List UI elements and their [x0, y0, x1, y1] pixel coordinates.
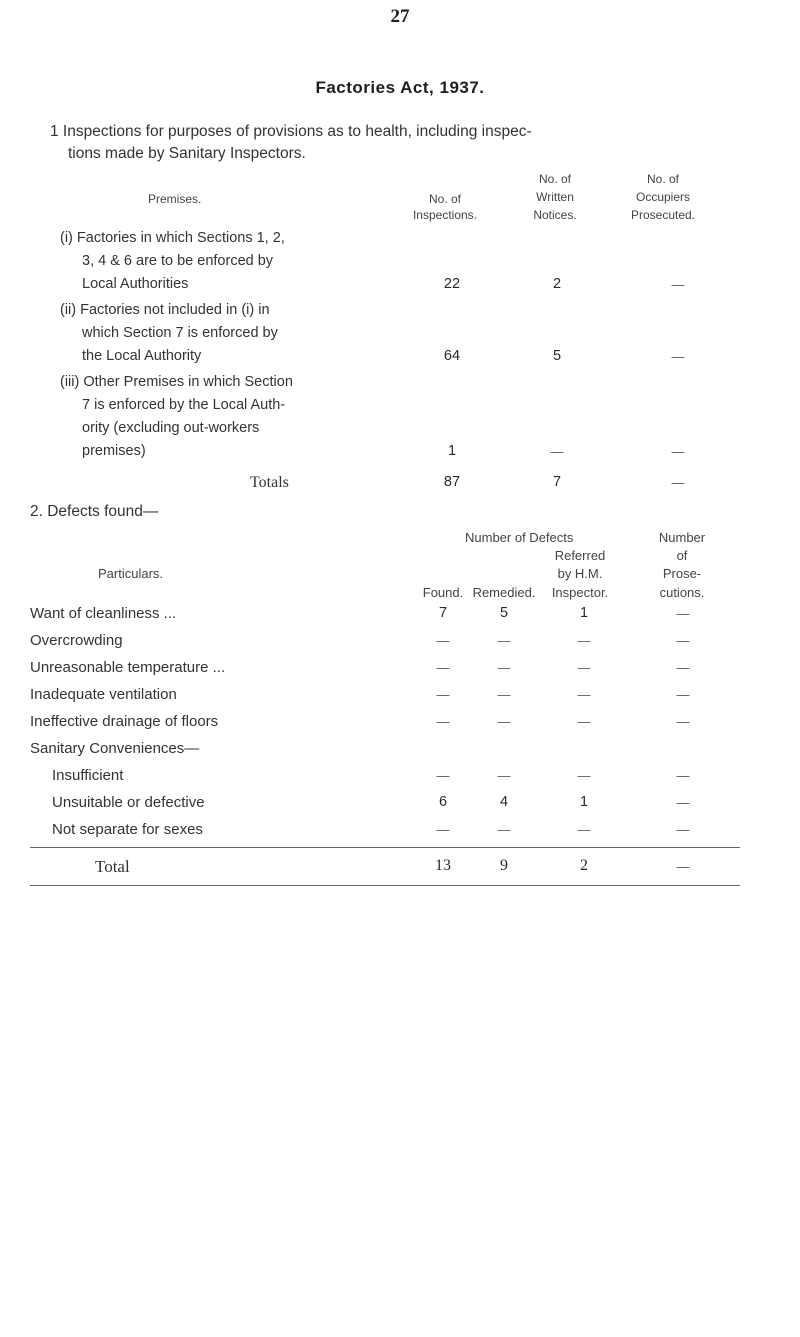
total-top-rule: [30, 847, 740, 848]
header-notices-3: Notices.: [533, 208, 577, 222]
header-referred-2: by H.M.: [557, 566, 603, 581]
row-i-line1: (i) Factories in which Sections 1, 2,: [60, 230, 285, 246]
row-referred: —: [577, 768, 591, 783]
row-found: —: [436, 714, 450, 729]
total-label: Total: [95, 857, 130, 876]
row-ii-prosecuted: —: [671, 349, 685, 364]
page-number: 27: [390, 6, 410, 27]
header-prosecutions-3: Prose-: [662, 566, 702, 581]
row-referred: —: [577, 714, 591, 729]
header-referred-1: Referred: [554, 548, 606, 563]
row-iii-notices: —: [550, 444, 564, 459]
row-referred: 1: [579, 605, 589, 621]
total-prosecutions: —: [676, 859, 690, 874]
row-referred: —: [577, 822, 591, 837]
header-remedied: Remedied.: [472, 585, 536, 600]
row-found: —: [436, 660, 450, 675]
header-inspections-1: No. of: [428, 192, 461, 206]
row-remedied: —: [497, 768, 511, 783]
row-label: Insufficient: [52, 767, 124, 784]
row-referred: —: [577, 687, 591, 702]
row-label: Inadequate ventilation: [30, 686, 177, 703]
total-referred: 2: [580, 857, 588, 874]
row-label: Ineffective drainage of floors: [30, 713, 219, 730]
row-label: Not separate for sexes: [52, 821, 203, 838]
row-prosecutions: —: [676, 768, 690, 783]
row-label: Sanitary Conveniences—: [30, 740, 200, 757]
header-occupiers-3: Prosecuted.: [630, 208, 696, 222]
header-referred-3: Inspector.: [551, 585, 609, 600]
row-referred: —: [577, 660, 591, 675]
header-prosecutions-1: Number: [658, 530, 706, 545]
row-ii-line3: the Local Authority: [82, 348, 202, 364]
row-found: —: [436, 822, 450, 837]
row-ii-inspections: 64: [443, 348, 461, 364]
row-iii-inspections: 1: [447, 443, 457, 459]
header-notices-2: Written: [536, 190, 574, 204]
row-ii-notices: 5: [552, 348, 562, 364]
row-found: 6: [438, 794, 448, 810]
header-occupiers-1: No. of: [646, 172, 679, 186]
row-remedied: 4: [499, 794, 509, 810]
section1-intro-line2: tions made by Sanitary Inspectors.: [68, 145, 306, 162]
row-label: Want of cleanliness ...: [30, 605, 177, 622]
row-remedied: —: [497, 660, 511, 675]
header-prosecutions-4: cutions.: [659, 585, 705, 600]
row-remedied: —: [497, 633, 511, 648]
row-ii-line2: which Section 7 is enforced by: [82, 325, 278, 341]
section1-intro-line1: 1 Inspections for purposes of provisions as to health, including inspec-: [50, 123, 532, 140]
totals-notices: 7: [552, 474, 562, 490]
header-prosecutions-2: of: [676, 548, 688, 563]
row-found: —: [436, 687, 450, 702]
row-prosecutions: —: [676, 687, 690, 702]
row-prosecutions: —: [676, 795, 690, 810]
header-particulars: Particulars.: [98, 566, 164, 581]
row-ii-line1: (ii) Factories not included in (i) in: [60, 302, 270, 318]
row-i-line3: Local Authorities: [82, 276, 189, 292]
row-label: Overcrowding: [30, 632, 123, 649]
row-found: —: [436, 768, 450, 783]
totals-label: Totals: [250, 474, 289, 491]
totals-inspections: 87: [443, 474, 461, 490]
row-iii-line4: premises): [82, 443, 146, 459]
row-iii-line1: (iii) Other Premises in which Section: [60, 374, 293, 390]
row-prosecutions: —: [676, 660, 690, 675]
total-bottom-rule: [30, 885, 740, 886]
row-found: —: [436, 633, 450, 648]
row-prosecutions: —: [676, 606, 690, 621]
total-remedied: 9: [500, 857, 508, 874]
header-inspections-2: Inspections.: [412, 208, 478, 222]
row-i-line2: 3, 4 & 6 are to be enforced by: [82, 253, 274, 269]
row-iii-line2: 7 is enforced by the Local Auth-: [82, 397, 286, 413]
page-title: Factories Act, 1937.: [315, 78, 485, 97]
row-i-prosecuted: —: [671, 277, 685, 292]
row-i-inspections: 22: [443, 276, 461, 292]
total-found: 13: [435, 857, 451, 874]
row-label: Unsuitable or defective: [52, 794, 205, 811]
row-referred: 1: [579, 794, 589, 810]
row-remedied: —: [497, 822, 511, 837]
row-prosecutions: —: [676, 714, 690, 729]
row-found: 7: [438, 605, 448, 621]
row-prosecutions: —: [676, 633, 690, 648]
header-found: Found.: [422, 585, 464, 600]
totals-prosecuted: —: [671, 475, 685, 490]
row-iii-prosecuted: —: [671, 444, 685, 459]
header-notices-1: No. of: [538, 172, 571, 186]
row-iii-line3: ority (excluding out-workers: [82, 420, 260, 436]
row-remedied: 5: [499, 605, 509, 621]
header-premises: Premises.: [148, 192, 202, 206]
row-label: Unreasonable temperature ...: [30, 659, 226, 676]
section2-heading: 2. Defects found—: [30, 503, 159, 520]
row-remedied: —: [497, 714, 511, 729]
row-prosecutions: —: [676, 822, 690, 837]
header-occupiers-2: Occupiers: [635, 190, 691, 204]
row-i-notices: 2: [552, 276, 562, 292]
header-number-of-defects: Number of Defects: [465, 530, 574, 545]
row-referred: —: [577, 633, 591, 648]
row-remedied: —: [497, 687, 511, 702]
